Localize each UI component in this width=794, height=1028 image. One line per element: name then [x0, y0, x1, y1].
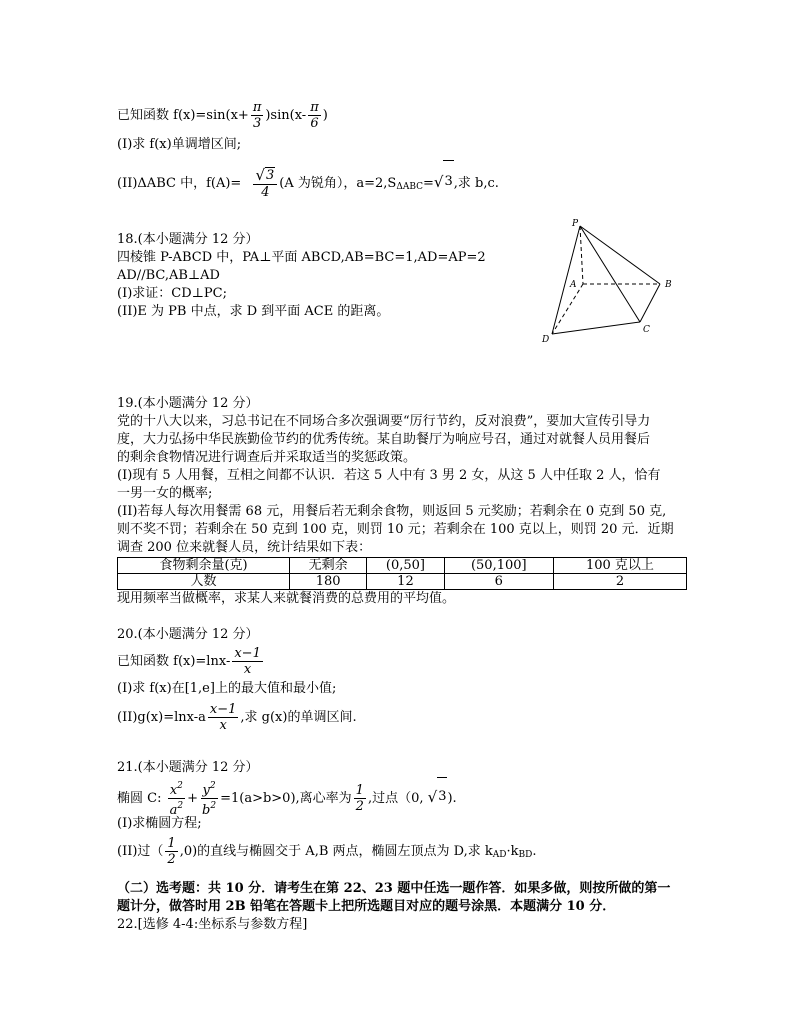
q21-part1: (I)求椭圆方程; — [117, 816, 202, 831]
question-19 — [117, 395, 687, 608]
edge-AD — [552, 284, 583, 334]
optional-instruction-line: （二）选考题：共 10 分．请考生在第 22、23 题中任选一题作答．如果多做，则按所做的第一 — [117, 881, 671, 896]
table-cell: 食物剩余量(克) — [118, 558, 290, 574]
q18-header: 18.(本小题满分 12 分） — [117, 232, 259, 247]
q19-part2-line: 则不奖不罚；若剩余在 50 克到 100 克，则罚 10 元；若剩余在 100 克以上，则罚 20 元．近期 — [117, 522, 674, 537]
q18-line1: 四棱锥 P-ABCD 中，PA⊥平面 ABCD,AB=BC=1,AD=AP=2 — [117, 250, 486, 265]
q19-para-line: 度，大力弘扬中华民族勤俭节约的优秀传统。某自助餐厅为响应号召，通过对就餐人员用餐后 — [117, 432, 651, 447]
table-cell: 无剩余 — [290, 558, 367, 574]
label-P: P — [572, 219, 579, 229]
edge-PB — [580, 226, 660, 284]
q21-ellipse-def: 椭圆 C: $\frac{x^2}{a^2}$ + $\frac{y^2}{b^2}$ =1(a>b>0),离心率为 $\frac{1}{2}$ ,过点（0, √ 3 ). — [117, 777, 687, 815]
edge-CD — [552, 322, 640, 334]
sqrt-3: √ 3 — [434, 160, 454, 203]
q17-part1: (I)求 f(x)单调增区间; — [117, 137, 242, 152]
sqrt-3: √ 3 — [428, 777, 448, 816]
q20-part2: (II)g(x)=lnx-a $\frac{x-1}{x}$ ,求 g(x)的单调区间. — [117, 702, 357, 733]
q19-part2-line: 调查 200 位来就餐人员，统计结果如下表： — [117, 540, 372, 555]
table-row — [118, 574, 687, 590]
q19-header: 19.(本小题满分 12 分） — [117, 396, 259, 411]
table-header-row — [118, 558, 687, 574]
q20-part1: (I)求 f(x)在[1,e]上的最大值和最小值; — [117, 681, 337, 696]
q20-function-def: 已知函数 f(x)=lnx- $\frac{x-1}{x}$ — [117, 646, 261, 677]
statistics-table — [117, 557, 687, 590]
table-cell: 180 — [290, 574, 367, 590]
question-20 — [117, 626, 687, 736]
optional-section — [117, 880, 687, 934]
table-cell: 2 — [553, 574, 686, 590]
q19-part1-line: (I)现有 5 人用餐，互相之间都不认识．若这 5 人中有 3 男 2 女，从这 5 人中任取 2 人，恰有 — [117, 468, 661, 483]
q20-header: 20.(本小题满分 12 分） — [117, 627, 259, 642]
table-cell: 100 克以上 — [553, 558, 686, 574]
fraction-pi-over-6: $\frac{\pi}{6}$ — [310, 100, 319, 131]
fraction-x2-over-a2: $\frac{x^2}{a^2}$ — [169, 781, 184, 818]
table-cell: 6 — [444, 574, 553, 590]
label-D: D — [542, 335, 550, 345]
q19-para-line: 的剩余食物情况进行调查后并采取适当的奖惩政策。 — [117, 450, 417, 465]
q21-part2: (II)过（ $\frac{1}{2}$ ,0)的直线与椭圆交于 A,B 两点，椭圆左顶点为 D,求 $k_{AD}\cdot k_{BD}$. — [117, 836, 537, 867]
table-cell: 12 — [367, 574, 444, 590]
edge-PA — [580, 226, 583, 284]
q18-line2: AD//BC,AB⊥AD — [117, 268, 220, 283]
q19-para-line: 党的十八大以来，习总书记在不同场合多次强调要“厉行节约，反对浪费”，要加大宣传引导力 — [117, 414, 651, 429]
q19-closing: 现用频率当做概率，求某人来就餐消费的总费用的平均值。 — [117, 591, 456, 606]
q19-part2-line: (II)若每人每次用餐需 68 元，用餐后若无剩余食物，则返回 5 元奖励；若剩余在 0 克到 50 克, — [117, 504, 667, 519]
label-A: A — [570, 280, 577, 290]
q18-part1: (I)求证：CD⊥PC; — [117, 286, 227, 301]
fraction-x-minus-1-over-x: $\frac{x-1}{x}$ — [209, 702, 237, 733]
edge-BC — [640, 284, 660, 322]
edge-PC — [580, 226, 640, 322]
fraction-one-half: $\frac{1}{2}$ — [355, 783, 364, 814]
q17-part2: (II)ΔABC 中，f(A)= √ 3 4 (A 为锐角），$a=2,S_{\Delta ABC}=$ √ 3 ,求 b,c. — [117, 160, 687, 202]
label-C: C — [643, 325, 650, 335]
q19-part1-line: 一男一女的概率; — [117, 486, 213, 501]
table-cell: (0,50] — [367, 558, 444, 574]
q21-header: 21.(本小题满分 12 分） — [117, 760, 259, 775]
table-cell: (50,100] — [444, 558, 553, 574]
label-B: B — [665, 280, 672, 290]
question-17 — [117, 98, 687, 202]
fraction-x-minus-1-over-x: $\frac{x-1}{x}$ — [234, 646, 261, 677]
fraction-one-half: $\frac{1}{2}$ — [167, 836, 176, 867]
fraction-root3-over-4: √ 3 4 — [253, 167, 277, 200]
question-21 — [117, 759, 687, 871]
fraction-pi-over-3: $\frac{\pi}{3}$ — [252, 100, 262, 131]
fraction-y2-over-b2: $\frac{y^2}{b^2}$ — [202, 781, 217, 818]
table-cell: 人数 — [118, 574, 290, 590]
pyramid-figure — [535, 212, 695, 347]
q18-part2: (II)E 为 PB 中点，求 D 到平面 ACE 的距离。 — [117, 304, 390, 319]
optional-instruction-line: 题计分，做答时用 2B 铅笔在答题卡上把所选题目对应的题号涂黑．本题满分 10 分． — [117, 899, 616, 914]
q22-header: 22.[选修 4-4:坐标系与参数方程] — [117, 917, 308, 932]
q17-function-def: 已知函数 f(x)=sin(x+ $\frac{\pi}{3}$ )sin(x- $\frac{\pi}{6}$ ) — [117, 100, 328, 131]
